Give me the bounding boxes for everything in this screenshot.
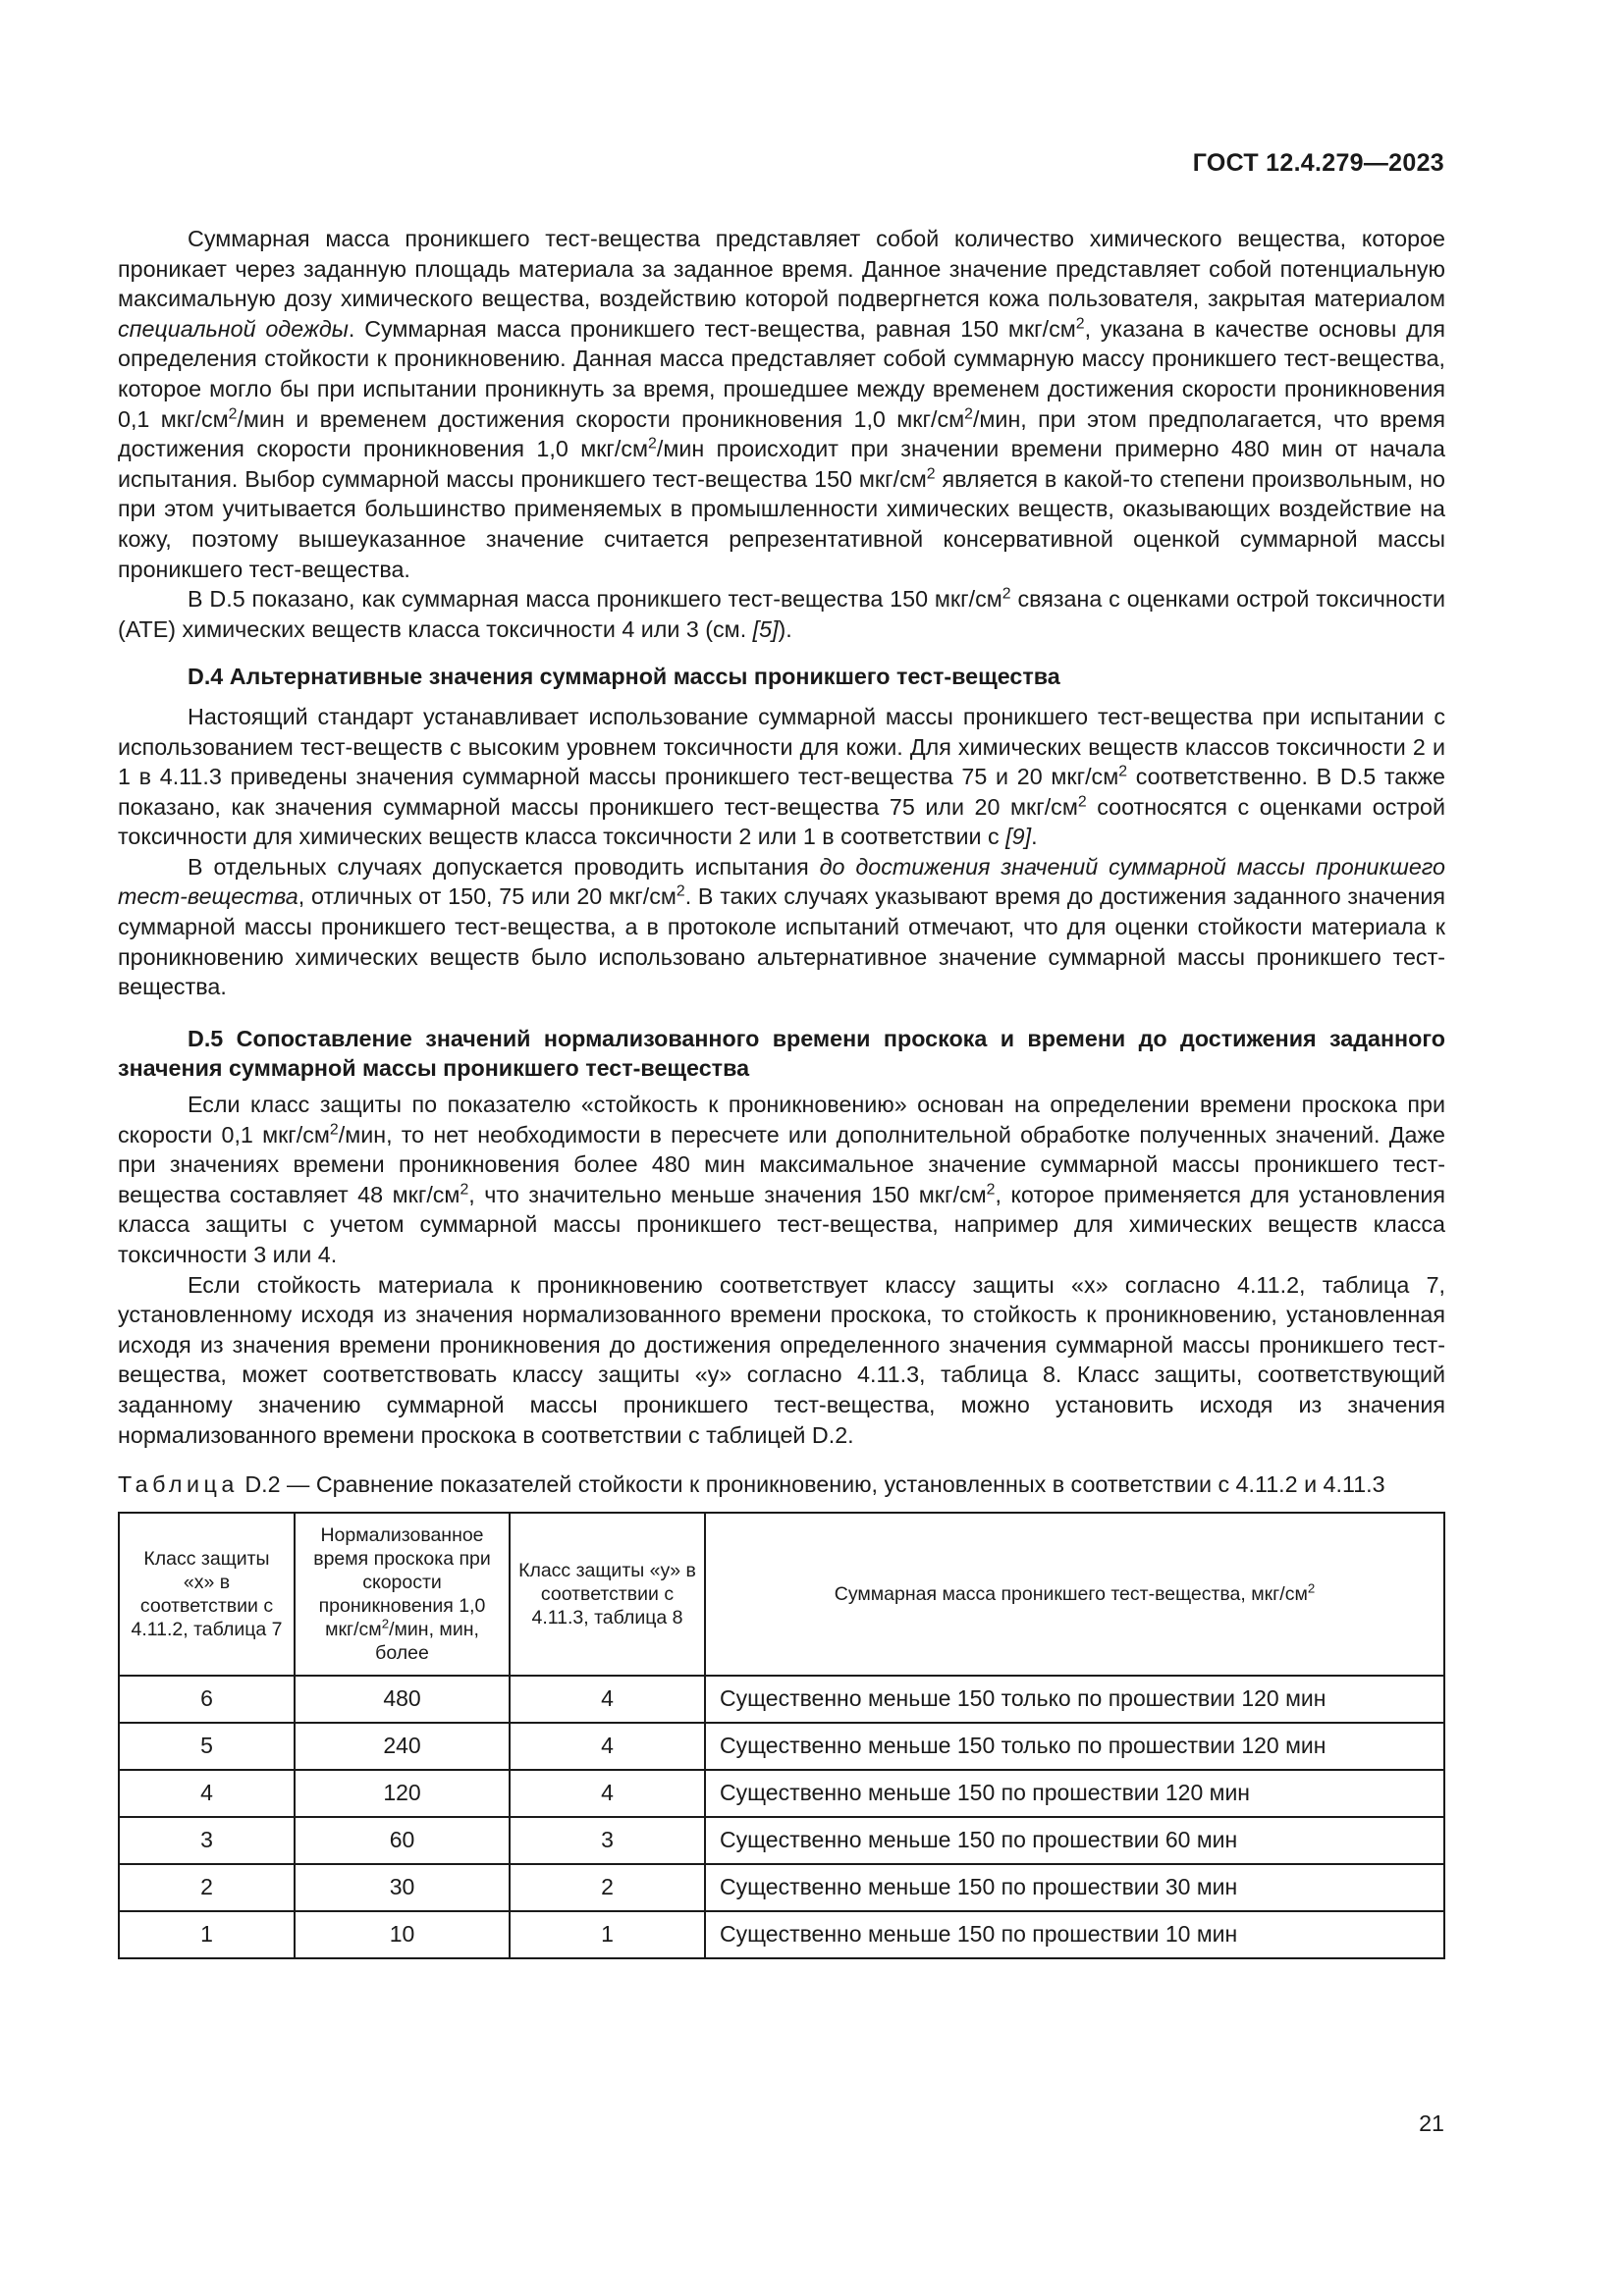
italic-text: специальной одежды xyxy=(118,315,349,342)
table-cell: 30 xyxy=(295,1864,510,1911)
paragraph: Настоящий стандарт устанавливает использование суммарной массы проникшего тест-вещества при испытании с использованием тест-веществ с высоким уровнем токсичности для кожи. Для химических веществ классов токсичности 2 и 1 в 4.11.3 приведены значения суммарной массы проникшего тест-вещества 75 и 20 мкг/$см^2$ соответственно. В D.5 также показано, как значения суммарной массы проникшего тест-вещества 75 или 20 мкг/$см^2$ соотносятся с оценками острой токсичности для химических веществ класса токсичности 2 или 1 в соответствии с [9]. xyxy=(118,703,1445,850)
page-content xyxy=(118,224,1445,1959)
superscript: 2 xyxy=(329,1120,339,1138)
table-cell: Существенно меньше 150 по прошествии 120 мин xyxy=(705,1770,1444,1817)
table-header-cell: Класс защиты «y» в соответствии с 4.11.3, таблица 8 xyxy=(510,1513,705,1676)
superscript: 2 xyxy=(228,404,238,422)
comparison-table xyxy=(118,1512,1445,1959)
superscript: 2 xyxy=(1001,585,1011,603)
table-cell: 2 xyxy=(510,1864,705,1911)
italic-text: до достижения значений суммарной массы проникшего тест-вещества xyxy=(118,853,1445,910)
table-cell: 60 xyxy=(295,1817,510,1864)
paragraph: Если стойкость материала к проникновению соответствует классу защиты «x» согласно 4.11.2, таблица 7, установленному исходя из значения нормализованного времени проскока, то стойкость к проникновению, установленная исходя из значения времени проникновения до достижения определенного значения суммарной массы проникшего тест-вещества, может соответствовать классу защиты «y» согласно 4.11.3, таблица 8. Класс защиты, соответствующий заданному значению суммарной массы проникшего тест-вещества, можно установить исходя из значения нормализованного времени проскока в соответствии с таблицей D.2. xyxy=(118,1271,1445,1448)
table-row xyxy=(119,1676,1444,1723)
superscript: 2 xyxy=(1307,1580,1316,1596)
paragraph: Если класс защиты по показателю «стойкость к проникновению» основан на определении времени проскока при скорости 0,1 мкг/$см^2$/мин, то нет необходимости в пересчете или дополнительной обработке полученных значений. Даже при значениях времени проникновения более 480 мин максимальное значение суммарной массы проникшего тест-вещества составляет 48 мкг/$см^2$, что значительно меньше значения 150 мкг/$см^2$, которое применяется для установления класса защиты с учетом суммарной массы проникшего тест-вещества, например для химических веществ класса токсичности 3 или 4. xyxy=(118,1092,1445,1267)
superscript: 2 xyxy=(1118,763,1128,780)
table-header-cell: Нормализованное время проскока при скорости проникновения 1,0 мкг/$см^2$/мин, мин, более xyxy=(295,1513,510,1676)
table-cell: Существенно меньше 150 по прошествии 30 мин xyxy=(705,1864,1444,1911)
table-cell: Существенно меньше 150 по прошествии 10 мин xyxy=(705,1911,1444,1958)
table-cell: 1 xyxy=(510,1911,705,1958)
table-row xyxy=(119,1770,1444,1817)
paragraph: В отдельных случаях допускается проводить испытания до достижения значений суммарной массы проникшего тест-вещества, отличных от 150, 75 или 20 мкг/$см^2$. В таких случаях указывают время до достижения заданного значения суммарной массы проникшего тест-вещества, а в протоколе испытаний отмечают, что для оценки стойкости материала к проникновению химических веществ было использовано альтернативное значение суммарной массы проникшего тест-вещества. xyxy=(118,853,1445,1000)
paragraph: Суммарная масса проникшего тест-вещества представляет собой количество химического вещества, которое проникает через заданную площадь материала за заданное время. Данное значение представляет собой потенциальную максимальную дозу химического вещества, воздействию которой подвергнется кожа пользователя, закрытая материалом специальной одежды. Суммарная масса проникшего тест-вещества, равная 150 мкг/$см^2$, указана в качестве основы для определения стойкости к проникновению. Данная масса представляет собой суммарную массу проникшего тест-вещества, которое могло бы при испытании проникнуть за время, прошедшее между временем достижения скорости проникновения 0,1 мкг/$см^2$/мин и временем достижения скорости проникновения 1,0 мкг/$см^2$/мин, при этом предполагается, что время достижения скорости проникновения 1,0 мкг/$см^2$/мин происходит при значении времени примерно 480 мин от начала испытания. Выбор суммарной массы проникшего тест-вещества 150 мкг/$см^2$ является в какой-то степени произвольным, но при этом учитывается большинство применяемых в промышленности химических веществ, оказывающих воздействие на кожу, поэтому вышеуказанное значение считается репрезентативной консервативной оценкой суммарной массы проникшего тест-вещества. xyxy=(118,226,1446,582)
table-cell: 120 xyxy=(295,1770,510,1817)
table-row xyxy=(119,1723,1444,1770)
table-cell: 480 xyxy=(295,1676,510,1723)
table-cell: Существенно меньше 150 только по прошествии 120 мин xyxy=(705,1723,1444,1770)
page-number: 21 xyxy=(1419,2110,1444,2136)
table-cell: Существенно меньше 150 только по прошествии 120 мин xyxy=(705,1676,1444,1723)
table-caption-text: D.2 — Сравнение показателей стойкости к проникновению, установленных в соответствии с 4.11.2 и 4.11.3 xyxy=(238,1471,1385,1498)
table-header-row xyxy=(119,1513,1444,1676)
italic-text: [5] xyxy=(752,615,779,642)
table-cell: 240 xyxy=(295,1723,510,1770)
table-caption xyxy=(118,1469,1445,1500)
section-heading-d5: D.5 Сопоставление значений нормализованного времени проскока и времени до достижения заданного значения суммарной массы проникшего тест-вещества xyxy=(118,1025,1445,1082)
table-header-cell: Суммарная масса проникшего тест-вещества, мкг/$см^2$ xyxy=(705,1513,1444,1676)
table-caption-label: Таблица xyxy=(118,1471,239,1498)
table-cell: 2 xyxy=(119,1864,295,1911)
table-cell: 1 xyxy=(119,1911,295,1958)
table-cell: 6 xyxy=(119,1676,295,1723)
italic-text: [9] xyxy=(1005,824,1032,850)
paragraph: В D.5 показано, как суммарная масса проникшего тест-вещества 150 мкг/$см^2$ связана с оценками острой токсичности (АТЕ) химических веществ класса токсичности 4 или 3 (см. [5]). xyxy=(118,585,1445,642)
table-row xyxy=(119,1911,1444,1958)
table-cell: 10 xyxy=(295,1911,510,1958)
table-cell: 5 xyxy=(119,1723,295,1770)
superscript: 2 xyxy=(986,1181,996,1199)
table-header-cell: Класс защиты «x» в соответствии с 4.11.2, таблица 7 xyxy=(119,1513,295,1676)
table-row xyxy=(119,1817,1444,1864)
document-code: ГОСТ 12.4.279—2023 xyxy=(1192,149,1444,177)
table-cell: 4 xyxy=(510,1770,705,1817)
table-cell: Существенно меньше 150 по прошествии 60 мин xyxy=(705,1817,1444,1864)
superscript: 2 xyxy=(648,435,657,453)
superscript: 2 xyxy=(381,1616,390,1631)
superscript: 2 xyxy=(1075,315,1085,333)
table-cell: 4 xyxy=(510,1723,705,1770)
table-cell: 3 xyxy=(119,1817,295,1864)
section-heading-d4: D.4 Альтернативные значения суммарной массы проникшего тест-вещества xyxy=(188,664,1060,690)
superscript: 2 xyxy=(1077,792,1087,810)
superscript: 2 xyxy=(676,882,685,900)
superscript: 2 xyxy=(926,465,936,483)
table-cell: 3 xyxy=(510,1817,705,1864)
table-row xyxy=(119,1864,1444,1911)
superscript: 2 xyxy=(964,404,973,422)
table-cell: 4 xyxy=(510,1676,705,1723)
table-cell: 4 xyxy=(119,1770,295,1817)
superscript: 2 xyxy=(460,1181,469,1199)
